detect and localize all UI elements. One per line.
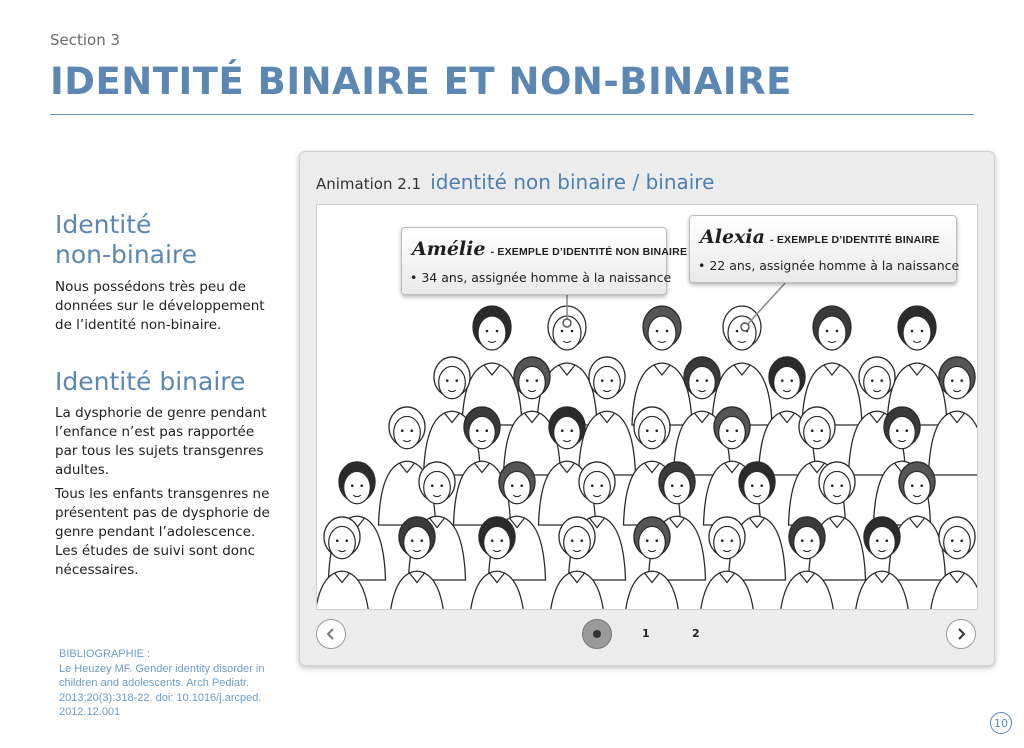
page-number: 10 <box>990 712 1012 734</box>
section-label: Section 3 <box>50 31 121 49</box>
title-divider <box>50 114 974 115</box>
person-figure <box>887 306 947 425</box>
binary-text-1: La dysphorie de genre pendant l’enfance n’est pas rapportée par tous les sujets transgenres adultes. <box>55 405 267 478</box>
bibliography-label: BIBLIOGRAPHIE : <box>59 648 151 660</box>
chevron-left-icon <box>324 627 338 641</box>
callout-amelie <box>401 227 688 295</box>
callout-amelie-name: Amélie <box>412 238 486 260</box>
chevron-right-icon <box>954 627 968 641</box>
callout-amelie-detail: • 34 ans, assignée homme à la naissance <box>410 270 672 285</box>
callout-amelie-example: - EXEMPLE D’IDENTITÉ NON BINAIRE <box>490 246 688 258</box>
bibliography <box>59 647 279 720</box>
nonbinary-text: Nous possédons très peu de données sur le développement de l’identité non-binaire. <box>55 279 265 333</box>
animation-number: Animation 2.1 <box>316 175 422 193</box>
animation-title <box>316 170 714 194</box>
callout-alexia-detail: • 22 ans, assignée homme à la naissance <box>698 258 960 273</box>
animation-name: identité non binaire / binaire <box>430 170 715 194</box>
binary-heading: Identité binaire <box>55 367 246 396</box>
binary-text-2: Tous les enfants transgenres ne présentent pas de dysphorie de genre pendant l’adolescence. Les études de suivi sont donc nécessaires. <box>55 486 270 578</box>
person-figure <box>632 306 692 425</box>
page-link-2[interactable]: 2 <box>692 627 700 640</box>
person-figure <box>802 306 862 425</box>
callout-alexia <box>689 215 960 283</box>
callout-anchor-alexia <box>741 323 749 331</box>
page-title: IDENTITÉ BINAIRE ET NON-BINAIRE <box>50 60 792 103</box>
callout-anchor-amelie <box>563 319 571 327</box>
callout-alexia-example: - EXEMPLE D’IDENTITÉ BINAIRE <box>770 234 940 246</box>
bibliography-reference: Le Heuzey MF. Gender identity disorder in children and adolescents. Arch Pediatr. 2013;20(3):318-22. doi: 10.1016/j.arcped. 2012.12.001 <box>59 662 265 718</box>
callout-alexia-name: Alexia <box>700 226 765 248</box>
animation-stage <box>316 204 978 610</box>
page-link-1[interactable]: 1 <box>642 627 650 640</box>
nonbinary-heading-line2: non-binaire <box>55 240 198 269</box>
next-button[interactable] <box>946 619 976 649</box>
person-figure <box>462 306 522 425</box>
nonbinary-heading <box>55 210 197 270</box>
prev-button[interactable] <box>316 619 346 649</box>
nonbinary-heading-line1: Identité <box>55 210 152 239</box>
callout-pointer-alexia <box>745 281 787 327</box>
page-dot-current[interactable] <box>582 619 612 649</box>
animation-panel <box>299 151 995 666</box>
